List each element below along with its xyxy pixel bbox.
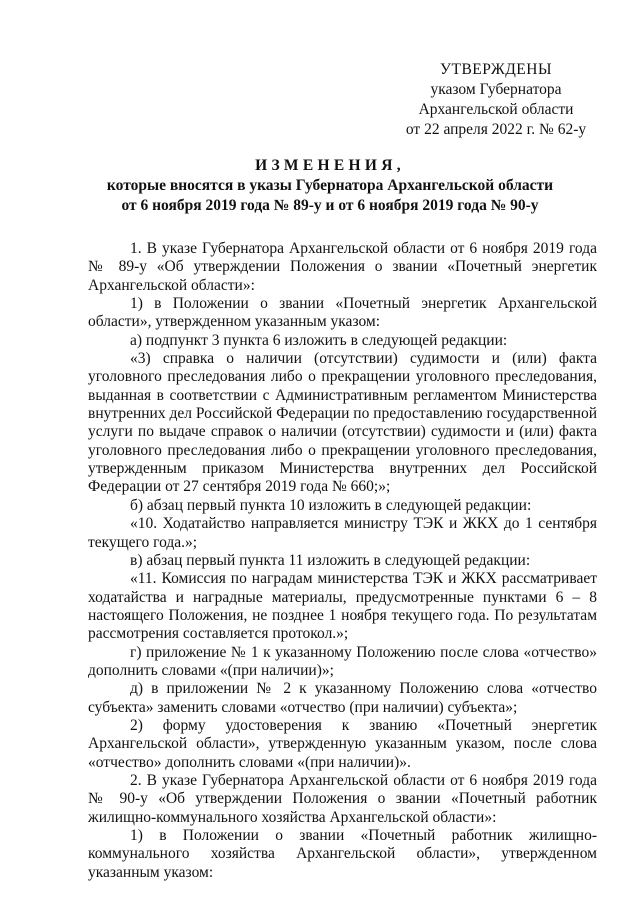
- document-body: [88, 240, 597, 882]
- paragraph: «11. Комиссия по наградам министерства ТЭК и ЖКХ рассматривает ходатайства и наградные материалы, предусмотренные пунктами 6 – 8 настоящего Положения, не позднее 1 ноября текущего года. По результатам рассмотрения составляется протокол.»;: [88, 570, 597, 643]
- paragraph: 1) в Положении о звании «Почетный работник жилищно-коммунального хозяйства Архангельской области», утвержденном указанным указом:: [88, 827, 597, 881]
- paragraph: «10. Ходатайство направляется министру ТЭК и ЖКХ до 1 сентября текущего года.»;: [88, 515, 597, 551]
- paragraph: 2. В указе Губернатора Архангельской области от 6 ноября 2019 года № 90-у «Об утверждении Положения о звании «Почетный работник жилищно-коммунального хозяйства Архангельской области»:: [88, 771, 597, 826]
- approval-heading: УТВЕРЖДЕНЫ: [440, 61, 552, 78]
- approval-line-region: Архангельской области: [418, 101, 574, 118]
- paragraph: 2) форму удостоверения к званию «Почетный энергетик Архангельской области», утвержденную указанным указом, после слова «отчество» дополнить словами «(при наличии)».: [88, 716, 597, 771]
- title-subtitle-1: которые вносятся в указы Губернатора Архангельской области: [106, 177, 554, 194]
- title-heading: ИЗМЕНЕНИЯ,: [255, 157, 405, 174]
- paragraph: «3) справка о наличии (отсутствии) судимости и (или) факта уголовного преследования либо о прекращении уголовного преследования, выданная в соответствии с Административным регламентом Министерства внутренних дел Российской Федерации по предоставлению государственной услуги по выдаче справок о наличии (отсутствии) судимости и (или) факта уголовного преследования либо о прекращении уголовного преследования, утвержденным приказом Министерства внутренних дел Российской Федерации от 27 сентября 2019 года № 660;»;: [88, 350, 597, 496]
- paragraph: б) абзац первый пункта 10 изложить в следующей редакции:: [130, 496, 532, 514]
- paragraph: в) абзац первый пункта 11 изложить в следующей редакции:: [130, 551, 531, 569]
- paragraph: а) подпункт 3 пункта 6 изложить в следующей редакции:: [130, 331, 508, 349]
- approval-line-decree: указом Губернатора: [430, 81, 562, 98]
- paragraph: г) приложение № 1 к указанному Положению после слова «отчество» дополнить словами «(при наличии)»;: [88, 643, 597, 679]
- paragraph: 1. В указе Губернатора Архангельской области от 6 ноября 2019 года № 89-у «Об утверждении Положения о звании «Почетный энергетик Архангельской области»:: [88, 240, 597, 294]
- title-subtitle-2: от 6 ноября 2019 года № 89-у и от 6 ноября 2019 года № 90-у: [121, 197, 539, 214]
- paragraph: 1) в Положении о звании «Почетный энергетик Архангельской области», утвержденном указанным указом:: [88, 295, 597, 331]
- document-title: [60, 156, 600, 216]
- approval-block: [380, 60, 612, 140]
- approval-line-date: от 22 апреля 2022 г. № 62-у: [405, 121, 587, 138]
- paragraph: д) в приложении № 2 к указанному Положению слова «отчество субъекта» заменить словами «отчество (при наличии) субъекта»;: [88, 680, 597, 716]
